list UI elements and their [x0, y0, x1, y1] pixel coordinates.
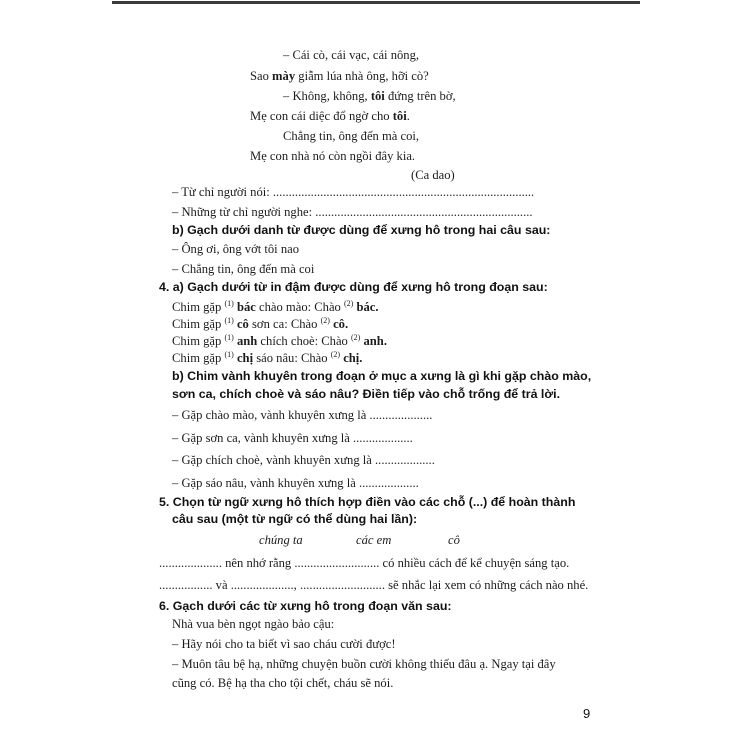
q5-word-option-2: các em: [356, 533, 392, 547]
q5-title-line-2: câu sau (một từ ngữ có thể dùng hai lần):: [172, 512, 418, 526]
page-number: 9: [583, 706, 591, 721]
q4b-answer-1[interactable]: – Gặp chào mào, vành khuyên xưng là ....................: [172, 408, 433, 422]
q6-paragraph-line-1: Nhà vua bèn ngọt ngào bảo cậu:: [172, 617, 335, 631]
q4a-row-2: Chim gặp $^{(1)}$ cô sơn ca: Chào $^{(2)}$ cô.: [172, 316, 349, 331]
poem-line-5: Chẳng tin, ông đến mà coi,: [283, 129, 420, 143]
poem-line-6: Mẹ con nhà nó còn ngồi đây kia.: [250, 149, 416, 163]
poem-line-4: Mẹ con cái diệc đổ ngờ cho tôi.: [250, 109, 410, 123]
q4b-answer-4[interactable]: – Gặp sáo nâu, vành khuyên xưng là ...................: [172, 476, 419, 490]
q5-sentence-2[interactable]: ................. và ...................., ........................... sẽ nhắc lại xem có những cách nào nhé.: [159, 578, 589, 592]
q4a-row-3: Chim gặp $^{(1)}$ anh chích choè: Chào $^{(2)}$ anh.: [172, 333, 387, 348]
q5-word-option-3: cô: [448, 533, 460, 547]
q3b-sentence-2: – Chẳng tin, ông đến mà coi: [172, 262, 315, 276]
q3b-title: b) Gạch dưới danh từ được dùng để xưng hô trong hai câu sau:: [172, 223, 551, 237]
q4a-row-1: Chim gặp $^{(1)}$ bác chào mào: Chào $^{(2)}$ bác.: [172, 299, 379, 314]
q6-title: 6. Gạch dưới các từ xưng hô trong đoạn văn sau:: [159, 599, 452, 613]
poem-line-1: – Cái cò, cái vạc, cái nông,: [283, 48, 420, 62]
q5-sentence-1[interactable]: .................... nên nhớ rằng ........................... có nhiều cách để kể chuyện sáng tạo.: [159, 556, 570, 570]
q4a-title: 4. a) Gạch dưới từ in đậm được dùng để xưng hô trong đoạn sau:: [159, 280, 548, 294]
q6-paragraph-line-3: – Muôn tâu bệ hạ, những chuyện buồn cười không thiếu đâu ạ. Ngay tại đây: [172, 657, 556, 671]
poem-line-3: – Không, không, tôi đứng trên bờ,: [283, 89, 456, 103]
q4b-answer-2[interactable]: – Gặp sơn ca, vành khuyên xưng là ...................: [172, 431, 413, 445]
speaker-word-line[interactable]: – Từ chỉ người nói: ...................................................................................: [172, 185, 535, 199]
poem-source: (Ca dao): [411, 168, 455, 182]
q6-paragraph-line-2: – Hãy nói cho ta biết vì sao cháu cười được!: [172, 637, 396, 651]
q6-paragraph-line-4: cũng có. Bệ hạ tha cho tội chết, cháu sẽ nói.: [172, 676, 394, 690]
q4b-answer-3[interactable]: – Gặp chích choè, vành khuyên xưng là ...................: [172, 453, 435, 467]
q4b-title-line-2: sơn ca, chích choè và sáo nâu? Điền tiếp vào chỗ trống để trả lời.: [172, 387, 561, 401]
q4a-row-4: Chim gặp $^{(1)}$ chị sáo nâu: Chào $^{(2)}$ chị.: [172, 350, 363, 365]
q3b-sentence-1: – Ông ơi, ông vớt tôi nao: [172, 242, 300, 256]
top-border-line: [112, 1, 640, 4]
listener-word-line[interactable]: – Những từ chỉ người nghe: .....................................................................: [172, 205, 533, 219]
q5-word-option-1: chúng ta: [259, 533, 303, 547]
q5-title-line-1: 5. Chọn từ ngữ xưng hô thích hợp điền vào các chỗ (...) để hoàn thành: [159, 495, 576, 509]
poem-line-2: Sao mày giẫm lúa nhà ông, hỡi cò?: [250, 69, 429, 83]
q4b-title-line-1: b) Chim vành khuyên trong đoạn ở mục a xưng là gì khi gặp chào mào,: [172, 369, 592, 383]
